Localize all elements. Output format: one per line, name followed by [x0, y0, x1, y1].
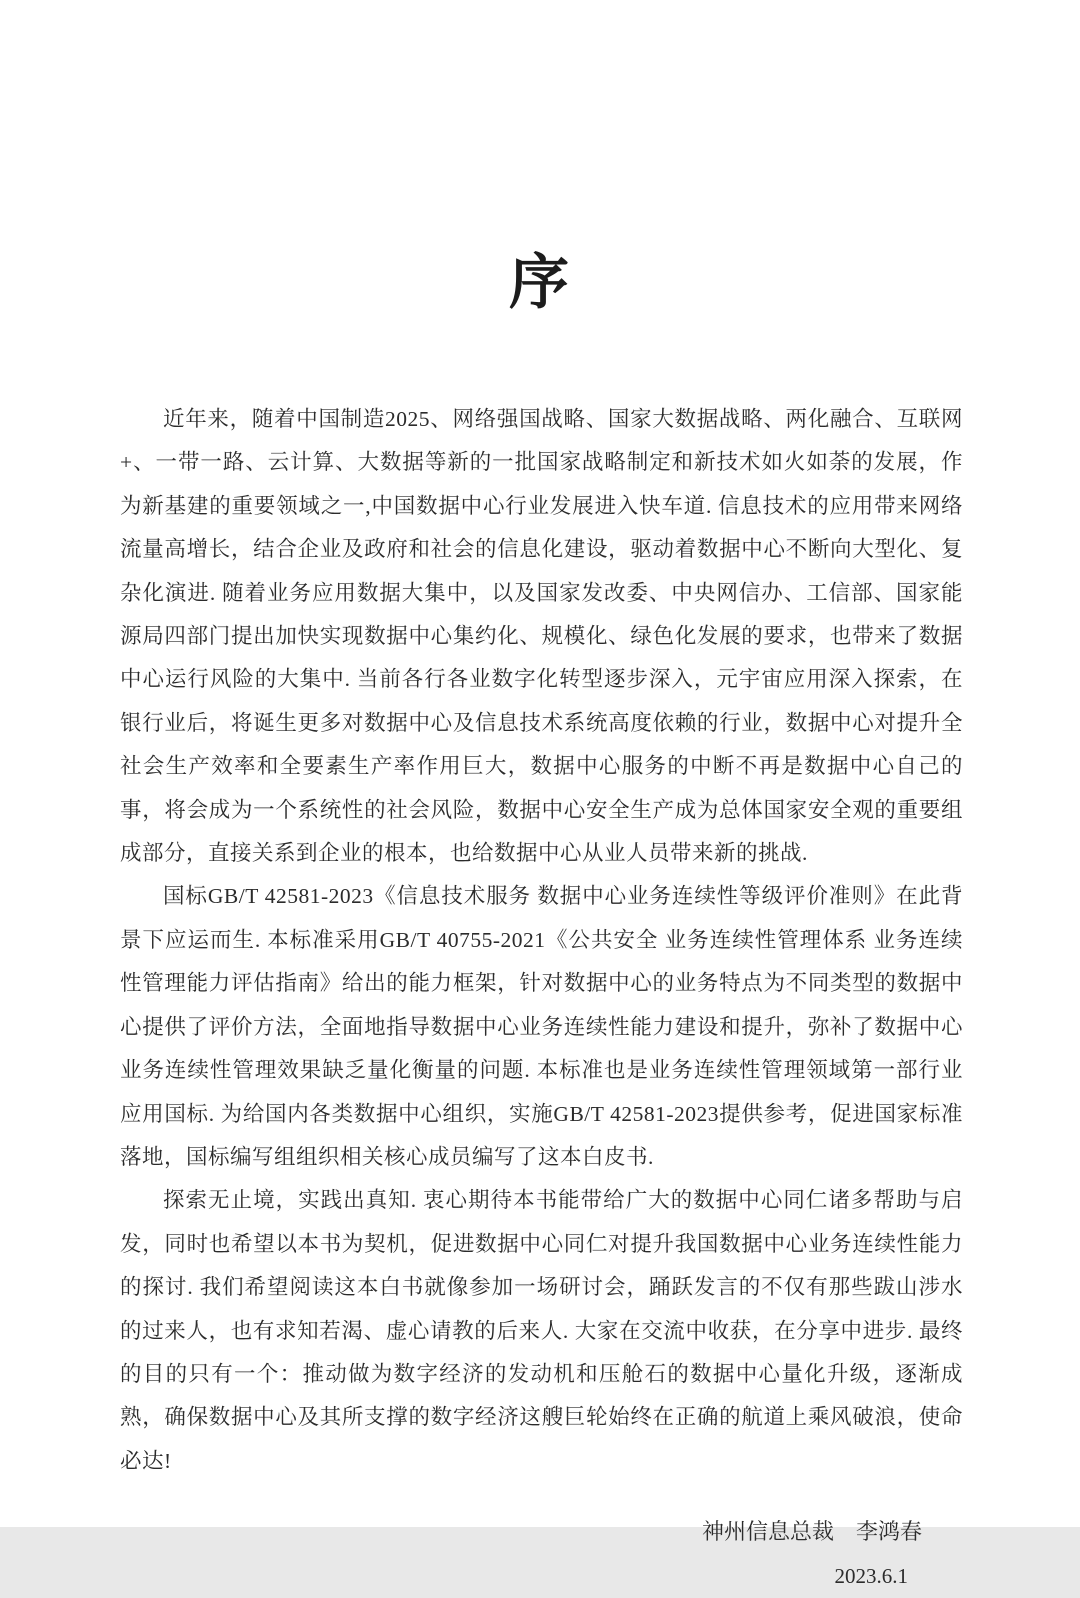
signature-date: 2023.6.1	[834, 1564, 908, 1589]
paragraph-standard: 国标GB/T 42581-2023《信息技术服务 数据中心业务连续性等级评价准则》在此背景下应运而生. 本标准采用GB/T 40755-2021《公共安全 业务连续性管理体系 业务连续性管理能力评估指南》给出的能力框架，针对数据中心的业务特点为不同类型的数据中心提供了评价方法，全面地指导数据中心业务连续性能力建设和提升，弥补了数据中心业务连续性管理效果缺乏量化衡量的问题. 本标准也是业务连续性管理领域第一部行业应用国标. 为给国内各类数据中心组织，实施GB/T 42581-2023提供参考，促进国家标准落地，国标编写组组织相关核心成员编写了这本白皮书.	[120, 884, 963, 1169]
paragraph-intro: 近年来，随着中国制造2025、网络强国战略、国家大数据战略、两化融合、互联网+、一带一路、云计算、大数据等新的一批国家战略制定和新技术如火如荼的发展，作为新基建的重要领域之一,中国数据中心行业发展进入快车道. 信息技术的应用带来网络流量高增长，结合企业及政府和社会的信息化建设，驱动着数据中心不断向大型化、复杂化演进. 随着业务应用数据大集中，以及国家发改委、中央网信办、工信部、国家能源局四部门提出加快实现数据中心集约化、规模化、绿色化发展的要求，也带来了数据中心运行风险的大集中. 当前各行各业数字化转型逐步深入，元宇宙应用深入探索，在银行业后，将诞生更多对数据中心及信息技术系统高度依赖的行业，数据中心对提升全社会生产效率和全要素生产率作用巨大，数据中心服务的中断不再是数据中心自己的事，将会成为一个系统性的社会风险，数据中心安全生产成为总体国家安全观的重要组成部分，直接关系到企业的根本，也给数据中心从业人员带来新的挑战.	[120, 407, 963, 866]
paragraph-outlook: 探索无止境，实践出真知. 衷心期待本书能带给广大的数据中心同仁诸多帮助与启发，同时也希望以本书为契机，促进数据中心同仁对提升我国数据中心业务连续性能力的探讨. 我们希望阅读这本白书就像参加一场研讨会，踊跃发言的不仅有那些跋山涉水的过来人，也有求知若渴、虚心请教的后来人. 大家在交流中收获，在分享中进步. 最终的目的只有一个：推动做为数字经济的发动机和压舱石的数据中心量化升级，逐渐成熟，确保数据中心及其所支撑的数字经济这艘巨轮始终在正确的航道上乘风破浪，使命必达!	[120, 1188, 963, 1473]
signature-author: 神州信息总裁 李鸿春	[701, 1519, 922, 1545]
document-body	[120, 398, 963, 1483]
signature-block	[0, 1510, 1080, 1598]
page-title: 序	[509, 250, 571, 316]
